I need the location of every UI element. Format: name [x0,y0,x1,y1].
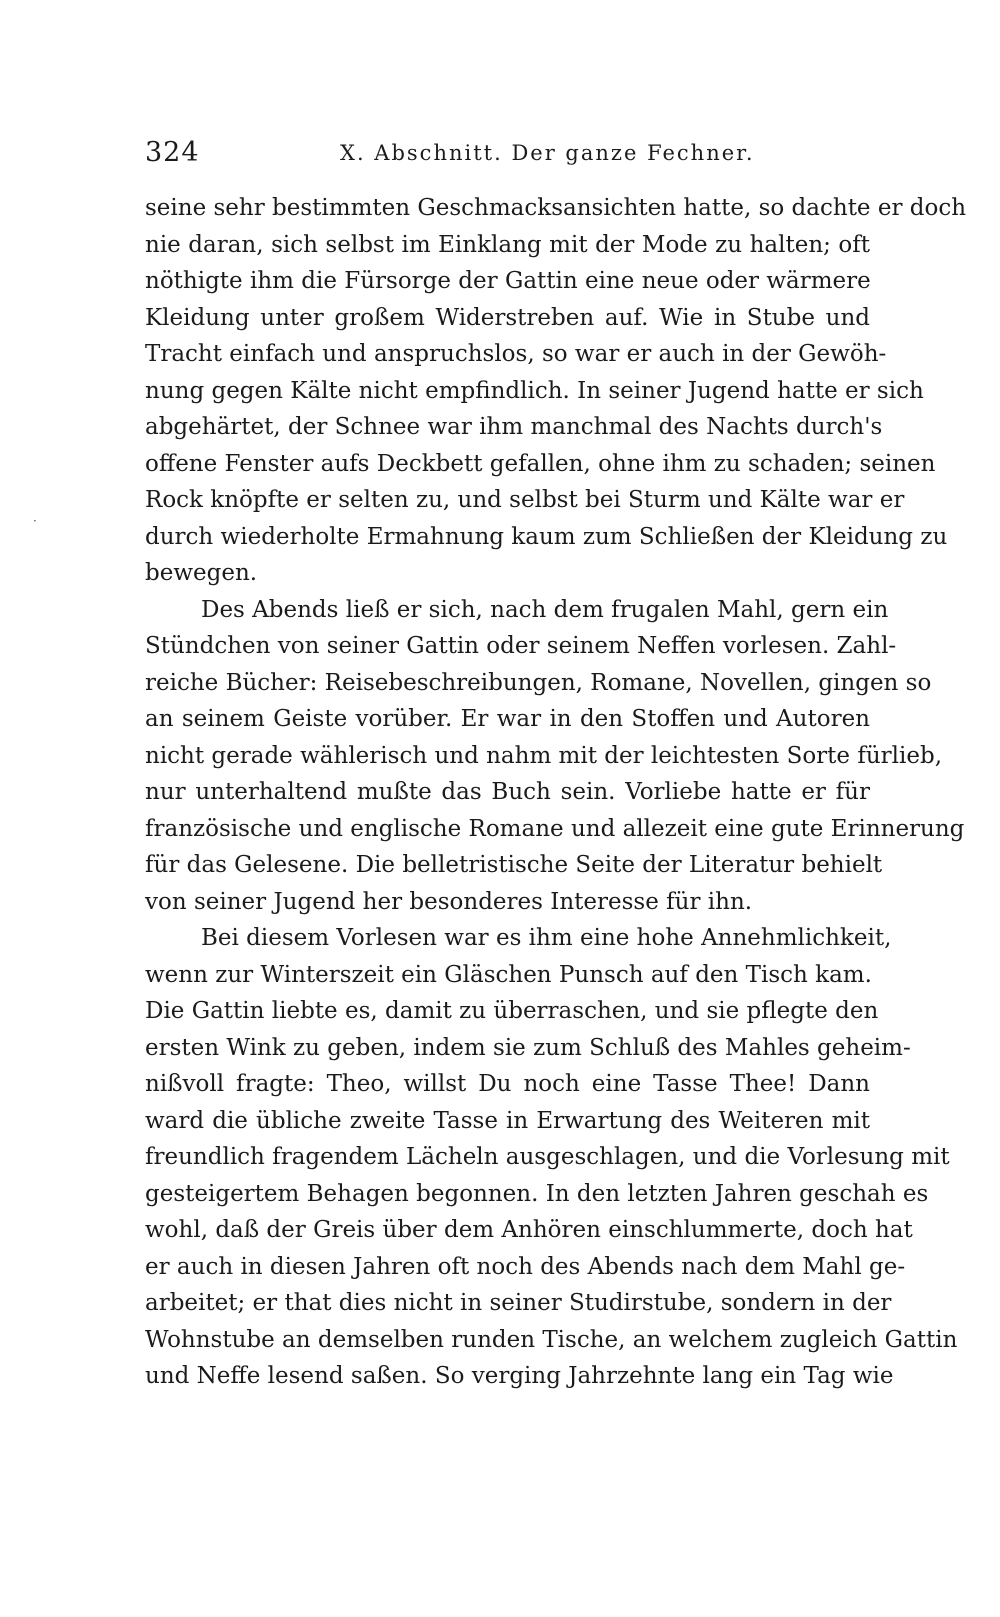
text-line: nißvoll fragte: Theo, willst Du noch eine Tasse Thee! Dann [145,1071,870,1097]
text-line: Kleidung unter großem Widerstreben auf. Wie in Stube und [145,304,870,331]
text-line: arbeitet; er that dies nicht in seiner Studirstube, sondern in der [145,1290,892,1316]
running-head: X. Abschnitt. Der ganze Fechner. [340,141,755,165]
paragraph-end-line: von seiner Jugend her besonderes Interesse für ihn. [145,888,753,915]
text-line: freundlich fragendem Lächeln ausgeschlagen, und die Vorlesung mit [145,1144,950,1170]
text-line: und Neffe lesend saßen. So verging Jahrzehnte lang ein Tag wie [145,1363,894,1389]
paragraph-start-line: Bei diesem Vorlesen war es ihm eine hohe Annehmlichkeit, [201,925,892,951]
text-line: an seinem Geiste vorüber. Er war in den Stoffen und Autoren [145,706,870,732]
text-line: seine sehr bestimmten Geschmacksansichten hatte, so dachte er doch [145,195,967,221]
text-line: ward die übliche zweite Tasse in Erwartung des Weiteren mit [145,1107,870,1134]
text-line: abgehärtet, der Schnee war ihm manchmal des Nachts durch's [145,414,883,440]
text-line: Wohnstube an demselben runden Tische, an welchem zugleich Gattin [145,1326,958,1353]
text-line: für das Gelesene. Die belletristische Seite der Literatur behielt [145,852,883,878]
text-line: französische und englische Romane und allezeit eine gute Erinnerung [145,815,965,842]
text-line: ersten Wink zu geben, indem sie zum Schluß des Mahles geheim- [145,1034,911,1061]
text-line: wenn zur Winterszeit ein Gläschen Punsch auf den Tisch kam. [145,961,872,988]
paragraph-start-line: Des Abends ließ er sich, nach dem frugalen Mahl, gern ein [201,596,889,623]
text-line: wohl, daß der Greis über dem Anhören einschlummerte, doch hat [145,1217,913,1243]
scan-speck: · [33,514,37,528]
text-line: durch wiederholte Ermahnung kaum zum Schließen der Kleidung zu [145,523,948,550]
text-line: nie daran, sich selbst im Einklang mit der Mode zu halten; oft [145,231,870,258]
paragraph-end-line: bewegen. [145,560,258,586]
text-line: er auch in diesen Jahren oft noch des Abends nach dem Mahl ge- [145,1253,906,1280]
text-line: Rock knöpfte er selten zu, und selbst bei Sturm und Kälte war er [145,487,905,513]
text-line: nicht gerade wählerisch und nahm mit der leichtesten Sorte fürlieb, [145,742,943,769]
text-line: nur unterhaltend mußte das Buch sein. Vorliebe hatte er für [145,779,870,805]
text-line: Tracht einfach und anspruchslos, so war er auch in der Gewöh- [145,341,887,367]
text-line: offene Fenster aufs Deckbett gefallen, ohne ihm zu schaden; seinen [145,450,936,477]
page-number: 324 [145,137,200,168]
text-line: gesteigertem Behagen begonnen. In den letzten Jahren geschah es [145,1180,929,1207]
page-header [145,136,870,170]
text-line: nöthigte ihm die Fürsorge der Gattin eine neue oder wärmere [145,268,871,294]
text-line: reiche Bücher: Reisebeschreibungen, Romane, Novellen, gingen so [145,669,932,696]
text-line: Die Gattin liebte es, damit zu überraschen, und sie pflegte den [145,998,879,1024]
text-line: nung gegen Kälte nicht empfindlich. In seiner Jugend hatte er sich [145,377,924,404]
body-text [145,190,967,1395]
text-line: Stündchen von seiner Gattin oder seinem Neffen vorlesen. Zahl- [145,633,897,659]
